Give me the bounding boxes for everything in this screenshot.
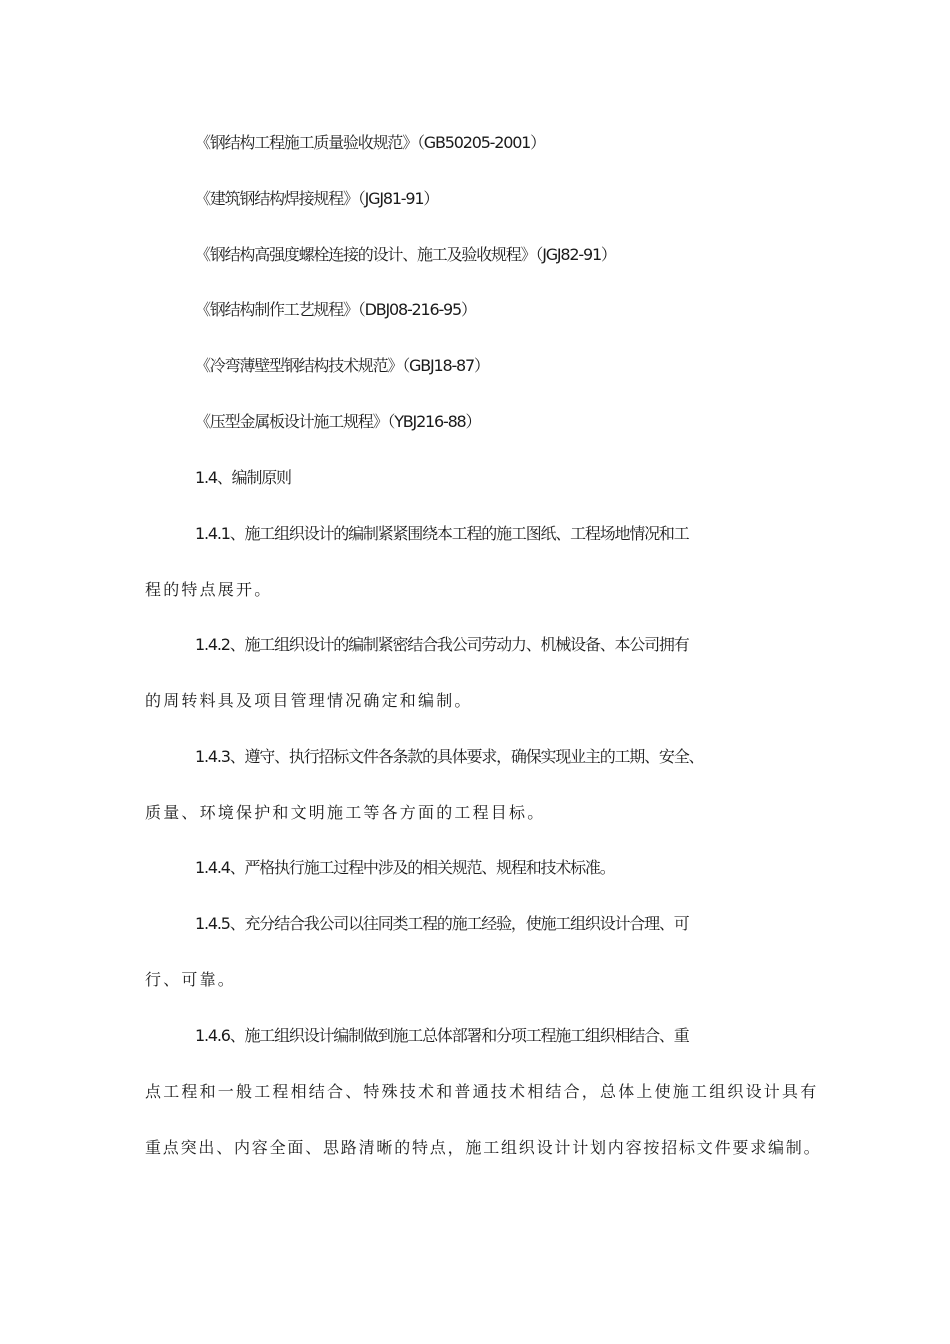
paragraph-line: 重点突出、内容全面、思路清晰的特点，施工组织设计计划内容按招标文件要求编制。 [145, 1138, 822, 1157]
paragraph-line: 1.4.2、施工组织设计的编制紧密结合我公司劳动力、机械设备、本公司拥有 [195, 635, 689, 654]
paragraph-line: 1.4.4、严格执行施工过程中涉及的相关规范、规程和技术标准。 [195, 858, 615, 877]
paragraph-line: 1.4.6、施工组织设计编制做到施工总体部署和分项工程施工组织相结合、重 [195, 1026, 689, 1045]
section-heading: 1.4、编制原则 [195, 468, 291, 487]
paragraph-line: 行、可靠。 [145, 970, 237, 989]
paragraph-line: 点工程和一般工程相结合、特殊技术和普通技术相结合，总体上使施工组织设计具有 [145, 1082, 819, 1101]
standard-item: 《压型金属板设计施工规程》（YBJ216-88） [195, 412, 481, 431]
standard-item: 《钢结构工程施工质量验收规范》（GB50205-2001） [195, 133, 545, 152]
standard-item: 《钢结构制作工艺规程》（DBJ08-216-95） [195, 300, 476, 319]
paragraph-line: 程的特点展开。 [145, 580, 273, 599]
paragraph-line: 质量、环境保护和文明施工等各方面的工程目标。 [145, 803, 546, 822]
standard-item: 《钢结构高强度螺栓连接的设计、施工及验收规程》（JGJ82-91） [195, 245, 616, 264]
paragraph-line: 1.4.1、施工组织设计的编制紧紧围绕本工程的施工图纸、工程场地情况和工 [195, 524, 689, 543]
standard-item: 《冷弯薄壁型钢结构技术规范》（GBJ18-87） [195, 356, 489, 375]
paragraph-line: 1.4.5、充分结合我公司以往同类工程的施工经验，使施工组织设计合理、可 [195, 914, 689, 933]
paragraph-line: 的周转料具及项目管理情况确定和编制。 [145, 691, 473, 710]
standard-item: 《建筑钢结构焊接规程》（JGJ81-91） [195, 189, 439, 208]
paragraph-line: 1.4.3、遵守、执行招标文件各条款的具体要求，确保实现业主的工期、安全、 [195, 747, 704, 766]
